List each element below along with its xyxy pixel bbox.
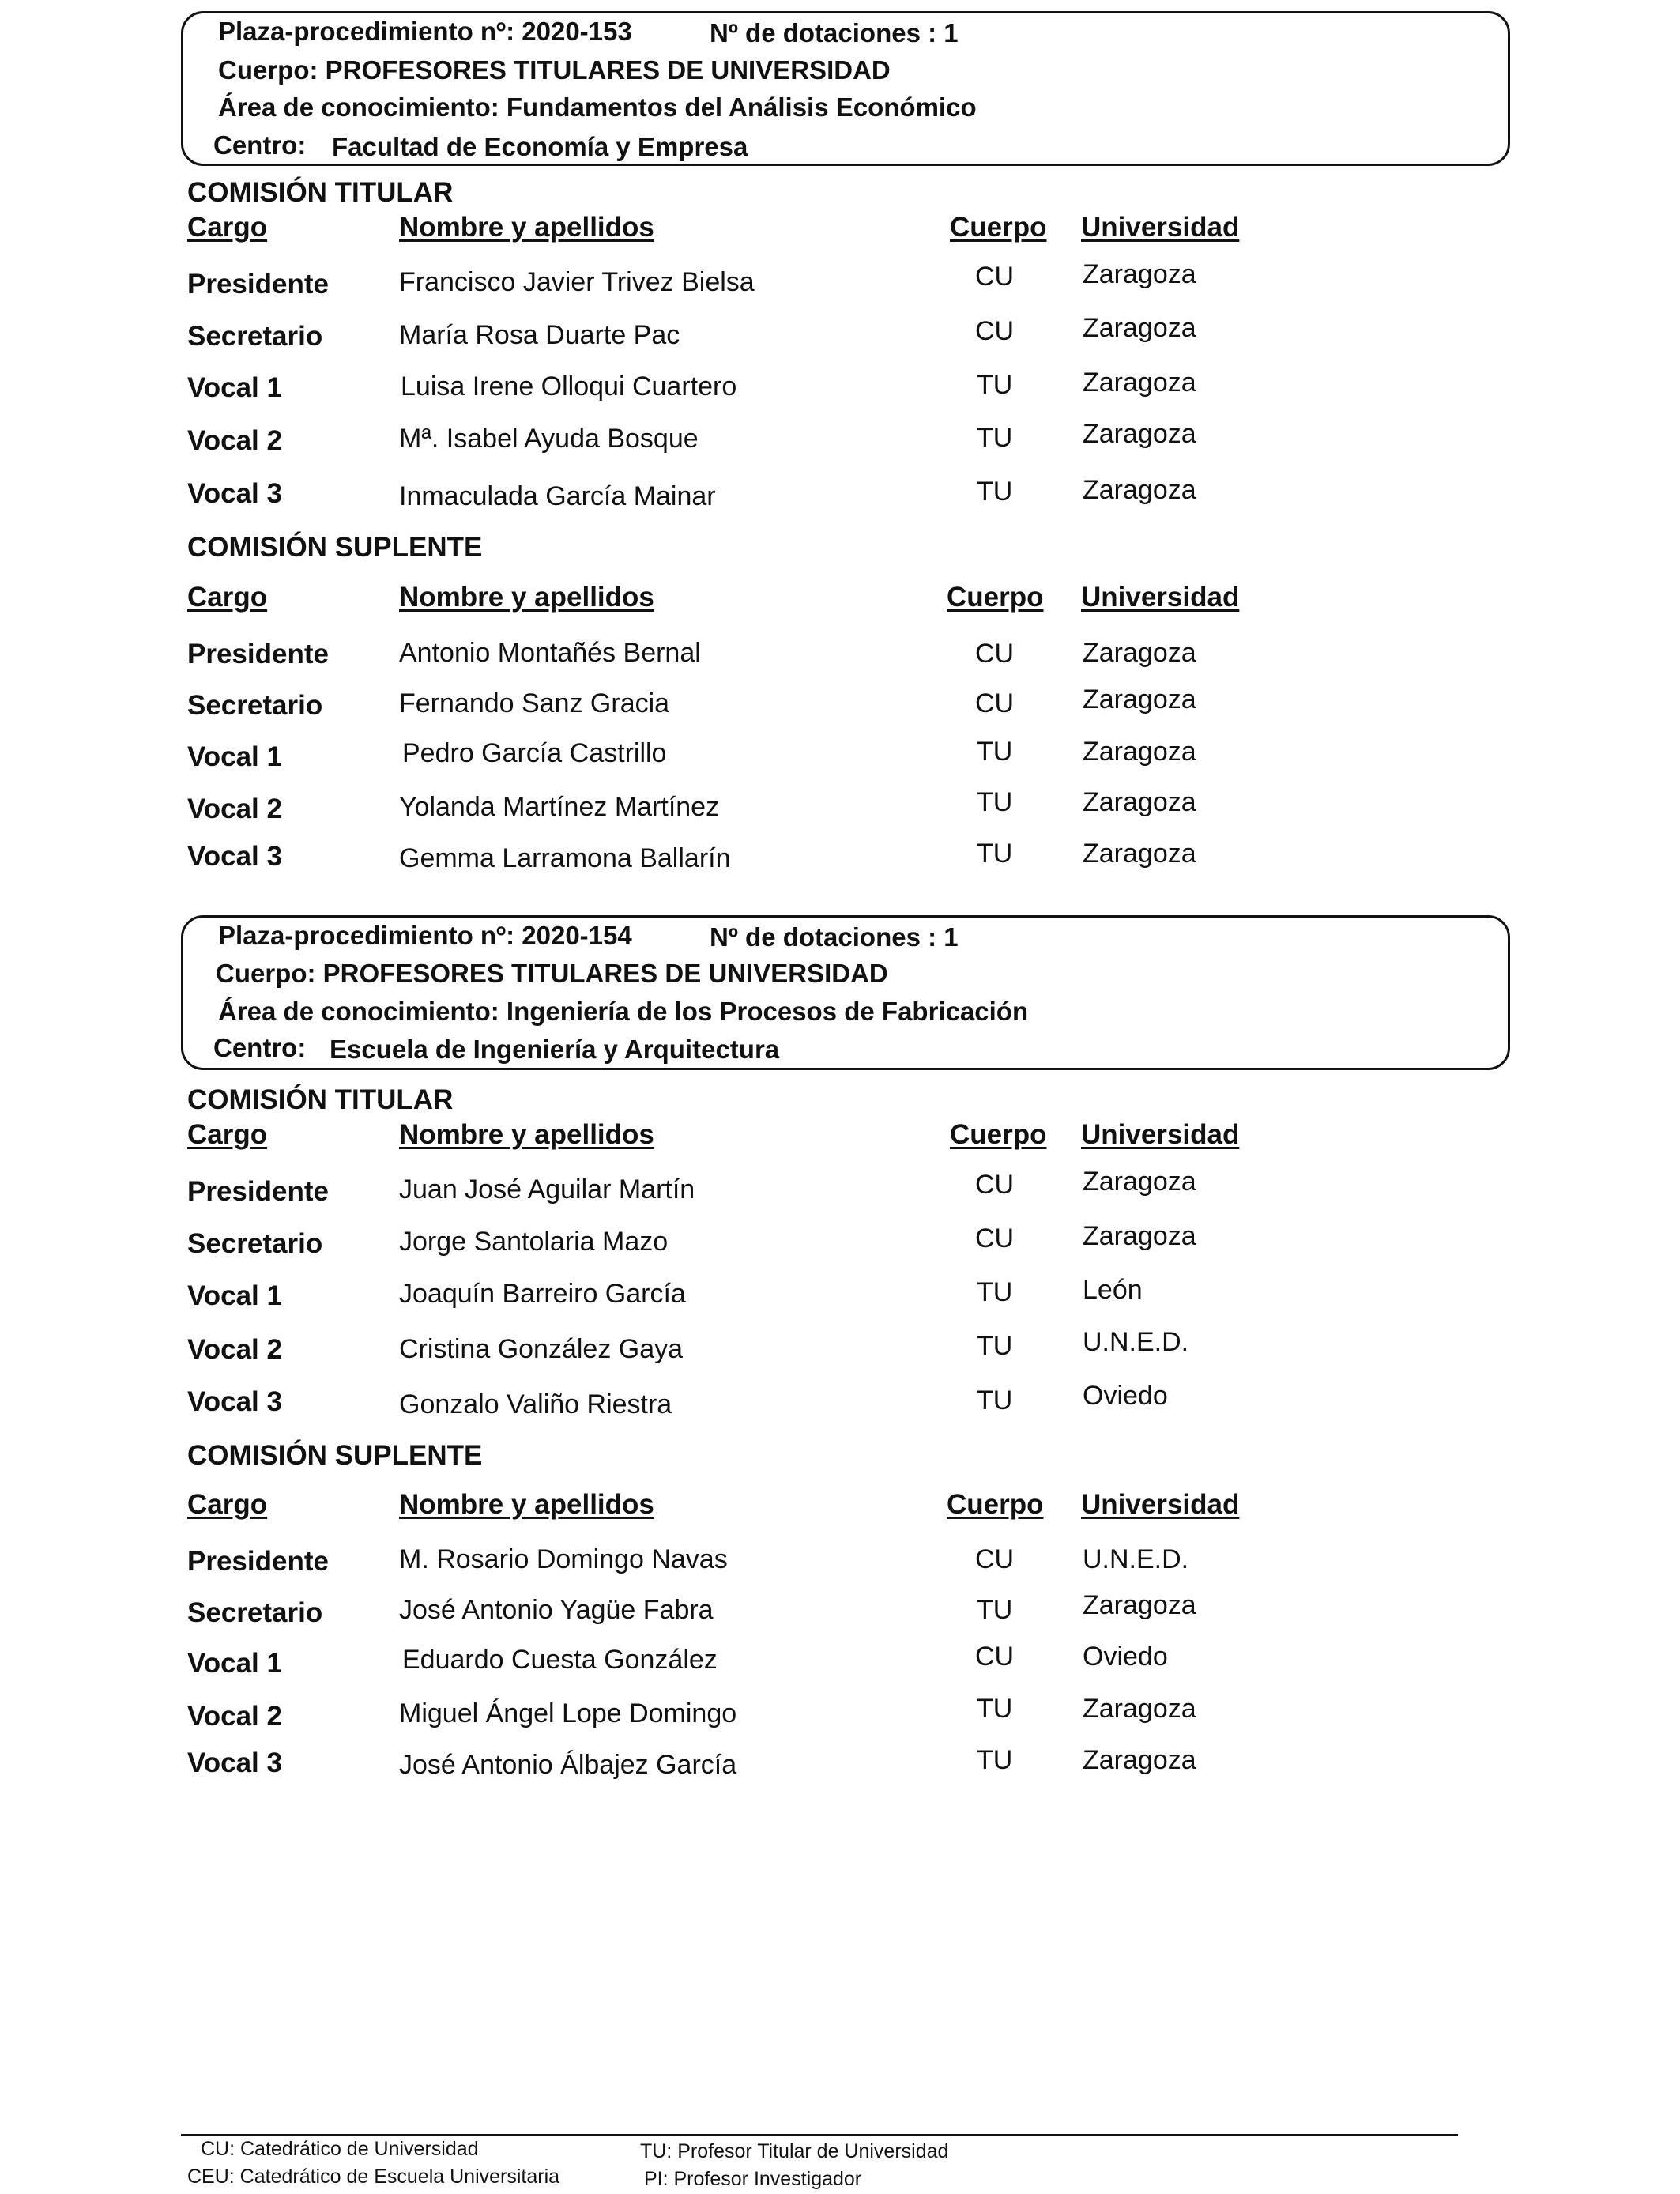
row-cuerpo: CU — [975, 1170, 1015, 1200]
row-cargo: Secretario — [187, 690, 323, 721]
row-cargo: Vocal 2 — [187, 425, 282, 456]
row-nombre: Juan José Aguilar Martín — [399, 1174, 695, 1204]
column-header-cuerpo: Cuerpo — [947, 582, 1044, 613]
row-nombre: Eduardo Cuesta González — [402, 1645, 718, 1675]
row-universidad: Zaragoza — [1083, 839, 1196, 869]
row-cuerpo: CU — [975, 1642, 1015, 1672]
plaza-area: Área de conocimiento: Ingeniería de los Procesos de Fabricación — [218, 997, 1029, 1026]
row-universidad: Oviedo — [1083, 1381, 1168, 1411]
row-universidad: Zaragoza — [1083, 1745, 1196, 1775]
row-nombre: José Antonio Yagüe Fabra — [399, 1595, 714, 1625]
row-nombre: Miguel Ángel Lope Domingo — [399, 1698, 737, 1728]
section-title-suplente: COMISIÓN SUPLENTE — [187, 532, 483, 563]
column-header-cuerpo: Cuerpo — [947, 1489, 1044, 1520]
row-nombre: Gemma Larramona Ballarín — [399, 843, 731, 873]
row-cuerpo: CU — [975, 316, 1015, 346]
row-nombre: Antonio Montañés Bernal — [399, 638, 701, 668]
column-header-cargo: Cargo — [187, 212, 268, 243]
row-nombre: Luisa Irene Olloqui Cuartero — [401, 371, 737, 401]
row-cargo: Vocal 3 — [187, 1386, 282, 1417]
row-cargo: Vocal 1 — [187, 741, 282, 772]
column-header-nombre: Nombre y apellidos — [399, 582, 654, 613]
row-universidad: Zaragoza — [1083, 638, 1196, 668]
column-header-nombre: Nombre y apellidos — [399, 1489, 654, 1520]
row-universidad: León — [1083, 1275, 1143, 1305]
row-cuerpo: TU — [977, 787, 1013, 817]
row-nombre: Francisco Javier Trivez Bielsa — [399, 267, 755, 297]
column-header-nombre: Nombre y apellidos — [399, 212, 654, 243]
row-nombre: Joaquín Barreiro García — [399, 1279, 686, 1309]
row-cargo: Vocal 3 — [187, 1747, 282, 1778]
plaza-centro-value: Escuela de Ingeniería y Arquitectura — [330, 1035, 780, 1064]
plaza-area: Área de conocimiento: Fundamentos del Análisis Económico — [218, 92, 977, 122]
footer-legend-cu: CU: Catedrático de Universidad — [201, 2138, 479, 2160]
row-cargo: Vocal 2 — [187, 794, 282, 824]
row-cuerpo: CU — [975, 688, 1015, 718]
footer-legend-ceu: CEU: Catedrático de Escuela Universitaria — [187, 2166, 560, 2188]
row-cuerpo: TU — [977, 839, 1013, 869]
row-universidad: Zaragoza — [1083, 259, 1196, 289]
row-cargo: Vocal 2 — [187, 1701, 282, 1732]
row-nombre: Jorge Santolaria Mazo — [399, 1227, 669, 1257]
row-cuerpo: TU — [977, 1385, 1013, 1416]
section-title-suplente: COMISIÓN SUPLENTE — [187, 1440, 483, 1471]
row-nombre: Fernando Sanz Gracia — [399, 688, 670, 718]
column-header-cargo: Cargo — [187, 1119, 268, 1150]
row-cargo: Presidente — [187, 1546, 329, 1577]
row-universidad: Zaragoza — [1083, 737, 1196, 767]
column-header-universidad: Universidad — [1081, 212, 1240, 243]
row-cargo: Secretario — [187, 321, 323, 352]
row-universidad: Zaragoza — [1083, 684, 1196, 714]
row-cargo: Vocal 3 — [187, 478, 282, 509]
plaza-number: Plaza-procedimiento nº: 2020-153 — [218, 17, 632, 46]
row-cargo: Vocal 3 — [187, 841, 282, 872]
row-cuerpo: CU — [975, 1223, 1015, 1253]
column-header-universidad: Universidad — [1081, 1489, 1240, 1520]
row-cargo: Vocal 1 — [187, 1280, 282, 1311]
row-universidad: Zaragoza — [1083, 1590, 1196, 1620]
row-nombre: Mª. Isabel Ayuda Bosque — [399, 424, 699, 454]
column-header-universidad: Universidad — [1081, 1119, 1240, 1150]
row-cargo: Presidente — [187, 639, 329, 669]
row-cuerpo: TU — [977, 1277, 1013, 1307]
column-header-universidad: Universidad — [1081, 582, 1240, 613]
row-cuerpo: TU — [977, 1331, 1013, 1361]
row-nombre: Cristina González Gaya — [399, 1334, 684, 1364]
row-cuerpo: CU — [975, 639, 1015, 669]
dotaciones-count: Nº de dotaciones : 1 — [710, 18, 959, 47]
row-nombre: Inmaculada García Mainar — [399, 481, 716, 511]
footer-divider — [181, 2134, 1458, 2136]
row-nombre: Yolanda Martínez Martínez — [399, 792, 720, 822]
row-universidad: Zaragoza — [1083, 419, 1196, 449]
column-header-cargo: Cargo — [187, 1489, 268, 1520]
row-nombre: Gonzalo Valiño Riestra — [399, 1389, 672, 1419]
plaza-centro-label: Centro: — [213, 1033, 307, 1062]
row-cargo: Vocal 1 — [187, 372, 282, 403]
row-universidad: Zaragoza — [1083, 787, 1196, 817]
row-cuerpo: TU — [977, 423, 1013, 453]
row-cargo: Presidente — [187, 269, 329, 300]
row-cargo: Secretario — [187, 1228, 323, 1259]
plaza-centro-label: Centro: — [213, 130, 307, 160]
row-cargo: Secretario — [187, 1597, 323, 1628]
column-header-cargo: Cargo — [187, 582, 268, 613]
plaza-cuerpo: Cuerpo: PROFESORES TITULARES DE UNIVERSIDAD — [216, 959, 888, 988]
row-cuerpo: TU — [977, 737, 1013, 767]
row-nombre: María Rosa Duarte Pac — [399, 320, 680, 350]
row-universidad: U.N.E.D. — [1083, 1544, 1189, 1574]
row-universidad: Zaragoza — [1083, 475, 1196, 505]
footer-legend-pi: PI: Profesor Investigador — [644, 2168, 862, 2190]
row-universidad: Zaragoza — [1083, 1694, 1196, 1724]
row-universidad: Zaragoza — [1083, 368, 1196, 398]
dotaciones-count: Nº de dotaciones : 1 — [710, 922, 959, 952]
row-universidad: Zaragoza — [1083, 313, 1196, 343]
plaza-number: Plaza-procedimiento nº: 2020-154 — [218, 921, 632, 950]
row-cuerpo: TU — [977, 1694, 1013, 1724]
row-universidad: Zaragoza — [1083, 1167, 1196, 1197]
section-title-titular: COMISIÓN TITULAR — [187, 177, 454, 208]
row-cuerpo: TU — [977, 370, 1013, 400]
plaza-centro-value: Facultad de Economía y Empresa — [332, 132, 748, 161]
row-cargo: Vocal 1 — [187, 1648, 282, 1679]
column-header-cuerpo: Cuerpo — [950, 212, 1047, 243]
column-header-cuerpo: Cuerpo — [950, 1119, 1047, 1150]
plaza-cuerpo: Cuerpo: PROFESORES TITULARES DE UNIVERSIDAD — [218, 55, 891, 85]
row-cuerpo: TU — [977, 1595, 1013, 1625]
section-title-titular: COMISIÓN TITULAR — [187, 1084, 454, 1115]
row-cuerpo: CU — [975, 262, 1015, 292]
row-cuerpo: CU — [975, 1544, 1015, 1574]
row-universidad: U.N.E.D. — [1083, 1327, 1189, 1357]
row-cuerpo: TU — [977, 1745, 1013, 1775]
row-cuerpo: TU — [977, 477, 1013, 507]
row-universidad: Zaragoza — [1083, 1221, 1196, 1251]
footer-legend-tu: TU: Profesor Titular de Universidad — [640, 2140, 949, 2162]
row-nombre: José Antonio Álbajez García — [399, 1750, 737, 1780]
row-cargo: Presidente — [187, 1176, 329, 1207]
row-cargo: Vocal 2 — [187, 1334, 282, 1365]
column-header-nombre: Nombre y apellidos — [399, 1119, 654, 1150]
row-universidad: Oviedo — [1083, 1642, 1168, 1672]
row-nombre: Pedro García Castrillo — [402, 738, 667, 768]
row-nombre: M. Rosario Domingo Navas — [399, 1544, 728, 1574]
